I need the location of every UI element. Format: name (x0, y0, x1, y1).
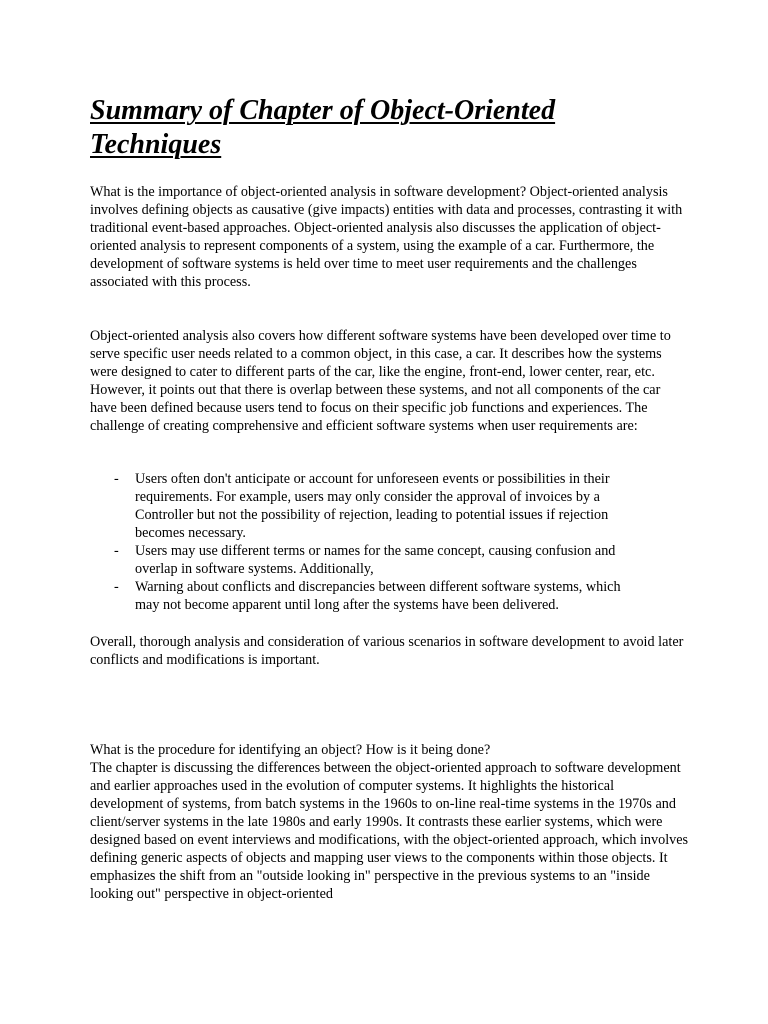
list-item (90, 542, 645, 578)
document-title: Summary of Chapter of Object-Oriented Techniques (90, 95, 556, 160)
list-item (90, 578, 645, 614)
bullet-dash: - (114, 471, 119, 487)
requirements-challenges-list (90, 470, 690, 614)
paragraph-history: The chapter is discussing the differences between the object-oriented approach to software development and earlier approaches used in the evolution of computer systems. It highlights the historical development of systems, from batch systems in the 1960s to on-line real-time systems in the 1970s and client/server systems in the late 1980s and early 1990s. It contrasts these earlier systems, which were designed based on event interviews and modifications, with the object-oriented approach, which involves defining generic aspects of objects and mapping user views to the components within those objects. It emphasizes the shift from an "outside looking in" perspective in the previous systems to an "inside looking out" perspective in object-oriented (90, 760, 689, 902)
paragraph-conclusion: Overall, thorough analysis and consideration of various scenarios in software development to avoid later conflicts and modifications is important. (90, 634, 684, 668)
paragraph-importance: What is the importance of object-oriented analysis in software development? Object-oriented analysis involves defining objects as causative (give impacts) entities with data and processes, contrasting it with traditional event-based approaches. Object-oriented analysis also discusses the application of object-oriented analysis to represent components of a system, using the example of a car. Furthermore, the development of software systems is held over time to meet user requirements and the challenges associated with this process. (90, 184, 683, 290)
list-item-text: Users often don't anticipate or account for unforeseen events or possibilities in their requirements. For example, users may only consider the approval of invoices by a Controller but not the possibility of rejection, leading to potential issues if rejection becomes necessary. (135, 471, 610, 541)
bullet-dash: - (114, 543, 119, 559)
paragraph-systems-overlap: Object-oriented analysis also covers how different software systems have been developed over time to serve specific user needs related to a common object, in this case, a car. It describes how the systems were designed to cater to different parts of the car, like the engine, front-end, lower center, rear, etc. However, it points out that there is overlap between these systems, and not all components of the car have been defined because users tend to focus on their specific job functions and experiences. The challenge of creating comprehensive and efficient software systems when user requirements are: (90, 328, 671, 434)
list-item (90, 470, 645, 542)
bullet-dash: - (114, 579, 119, 595)
list-item-text: Users may use different terms or names for the same concept, causing confusion and overlap in software systems. Additionally, (135, 543, 616, 577)
question-identify-object: What is the procedure for identifying an object? How is it being done? (90, 742, 491, 758)
list-item-text: Warning about conflicts and discrepancies between different software systems, which may not become apparent until long after the systems have been delivered. (135, 579, 621, 613)
